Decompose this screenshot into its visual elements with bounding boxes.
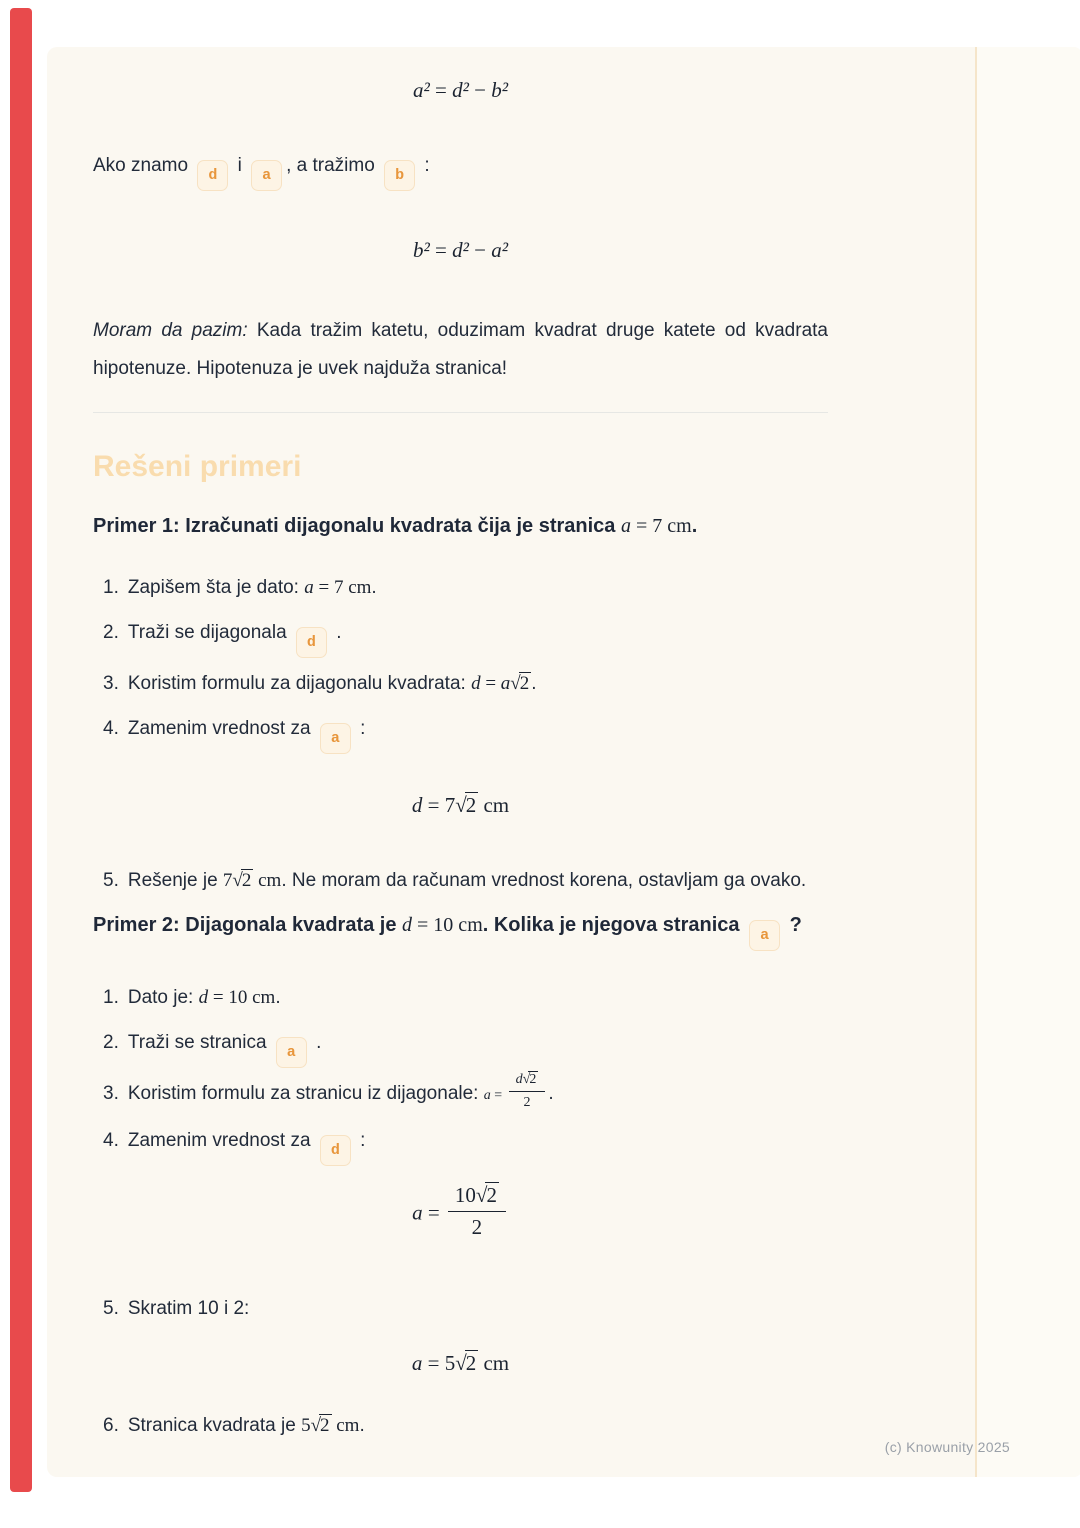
code-chip-a: a bbox=[251, 160, 282, 191]
list-item-text: Koristim formulu za dijagonalu kvadrata: d = a√2 . bbox=[127, 673, 537, 694]
example1-steps-after bbox=[93, 862, 828, 900]
list-item bbox=[103, 862, 828, 900]
inline-math: d = 10 cm bbox=[402, 913, 483, 936]
list-item-text: Zapišem šta je dato: a = 7 cm. bbox=[127, 577, 377, 598]
inline-math: a = 7 cm bbox=[304, 577, 372, 598]
code-chip-d: d bbox=[296, 627, 327, 658]
list-item bbox=[103, 710, 828, 754]
code-chip-a: a bbox=[749, 920, 780, 951]
formula-a-squared: a² = d² − b² bbox=[412, 78, 509, 102]
list-item bbox=[103, 614, 828, 658]
formula-b-squared: b² = d² − a² bbox=[412, 237, 509, 262]
list-item bbox=[103, 1024, 828, 1068]
code-chip-d: d bbox=[197, 160, 228, 191]
example2-title: Primer 2: Dijagonala kvadrata je d = 10 cm. Kolika je njegova stranica a ? bbox=[93, 910, 828, 951]
list-item-number: 3. bbox=[103, 1082, 119, 1104]
example2-steps-list bbox=[93, 979, 828, 1167]
list-item bbox=[103, 979, 828, 1017]
fraction: $\frac{d√2}{2}$ bbox=[509, 1071, 546, 1111]
code-chip-a: a bbox=[320, 723, 351, 754]
list-item bbox=[103, 1122, 828, 1166]
list-item-number: 5. bbox=[103, 869, 119, 891]
list-item-text: Traži se stranica a . bbox=[128, 1024, 828, 1068]
list-item-number: 5. bbox=[103, 1297, 119, 1319]
paragraph-ako-znamo: Ako znamo d i a , a tražimo b : bbox=[93, 147, 828, 191]
code-chip-d: d bbox=[320, 1135, 351, 1166]
list-item-number: 1. bbox=[103, 986, 119, 1008]
red-accent-stripe bbox=[10, 8, 32, 1492]
example2-display-result: a = 5√2 cm bbox=[411, 1350, 510, 1375]
list-item-text: Traži se dijagonala d . bbox=[128, 614, 828, 658]
list-item-text: Rešenje je 7√2 cm. Ne moram da računam vrednost korena, ostavljam ga ovako. bbox=[127, 869, 807, 891]
example2-steps-final bbox=[93, 1407, 828, 1445]
list-item-text: Dato je: d = 10 cm. bbox=[127, 986, 281, 1008]
code-chip-b: b bbox=[384, 160, 415, 191]
list-item bbox=[103, 569, 828, 607]
inline-math: d = 10 cm bbox=[198, 986, 276, 1008]
list-item-number: 4. bbox=[103, 718, 119, 739]
example2-display-fraction: a = $\frac{10√2}{2}$ bbox=[93, 1186, 828, 1244]
list-item-number: 6. bbox=[103, 1415, 119, 1437]
fraction: $\frac{10√2}{2}$ bbox=[448, 1182, 506, 1240]
list-item bbox=[103, 1290, 828, 1328]
inline-math: 7√2 cm bbox=[222, 869, 282, 891]
list-item-number: 1. bbox=[103, 577, 119, 598]
document-page bbox=[47, 47, 1080, 1477]
example1-display-formula: d = 7√2 cm bbox=[411, 793, 510, 817]
copyright-footer: (c) Knowunity 2025 bbox=[884, 1439, 1010, 1455]
example1-title: Primer 1: Izračunati dijagonalu kvadrata čija je stranica a = 7 cm. bbox=[93, 515, 698, 537]
list-item-number: 4. bbox=[103, 1130, 119, 1152]
section-divider bbox=[93, 412, 828, 413]
inline-math: 5√2 cm bbox=[301, 1415, 360, 1437]
inline-math: a = 7 cm bbox=[621, 515, 692, 537]
list-item bbox=[103, 1072, 828, 1116]
example2-steps-after bbox=[93, 1290, 828, 1328]
code-chip-a: a bbox=[276, 1037, 307, 1068]
inline-math: a = $\frac{d√2}{2}$ bbox=[484, 1088, 549, 1103]
list-item-text: Stranica kvadrata je 5√2 cm. bbox=[127, 1415, 365, 1437]
list-item-text: Zamenim vrednost za d : bbox=[128, 1122, 828, 1166]
example1-steps-list bbox=[93, 569, 828, 754]
list-item-text: Zamenim vrednost za a : bbox=[128, 710, 828, 754]
section-title: Rešeni primeri bbox=[93, 450, 302, 483]
document-content bbox=[93, 47, 828, 1445]
list-item bbox=[103, 665, 828, 703]
paragraph-note: Moram da pazim: Kada tražim katetu, oduzimam kvadrat druge katete od kvadrata hipotenuze. Hipotenuza je uvek najduža stranica! bbox=[93, 320, 828, 379]
list-item-number: 2. bbox=[103, 1031, 119, 1053]
inline-math: d = a√2 bbox=[471, 673, 530, 694]
list-item-number: 3. bbox=[103, 673, 119, 694]
list-item-text: Koristim formulu za stranicu iz dijagonale: a = $\frac{d√2}{2}$ . bbox=[127, 1072, 554, 1110]
page-right-margin-band bbox=[975, 47, 1080, 1477]
list-item bbox=[103, 1407, 828, 1445]
list-item-text: Skratim 10 i 2: bbox=[127, 1297, 250, 1319]
list-item-number: 2. bbox=[103, 622, 119, 643]
